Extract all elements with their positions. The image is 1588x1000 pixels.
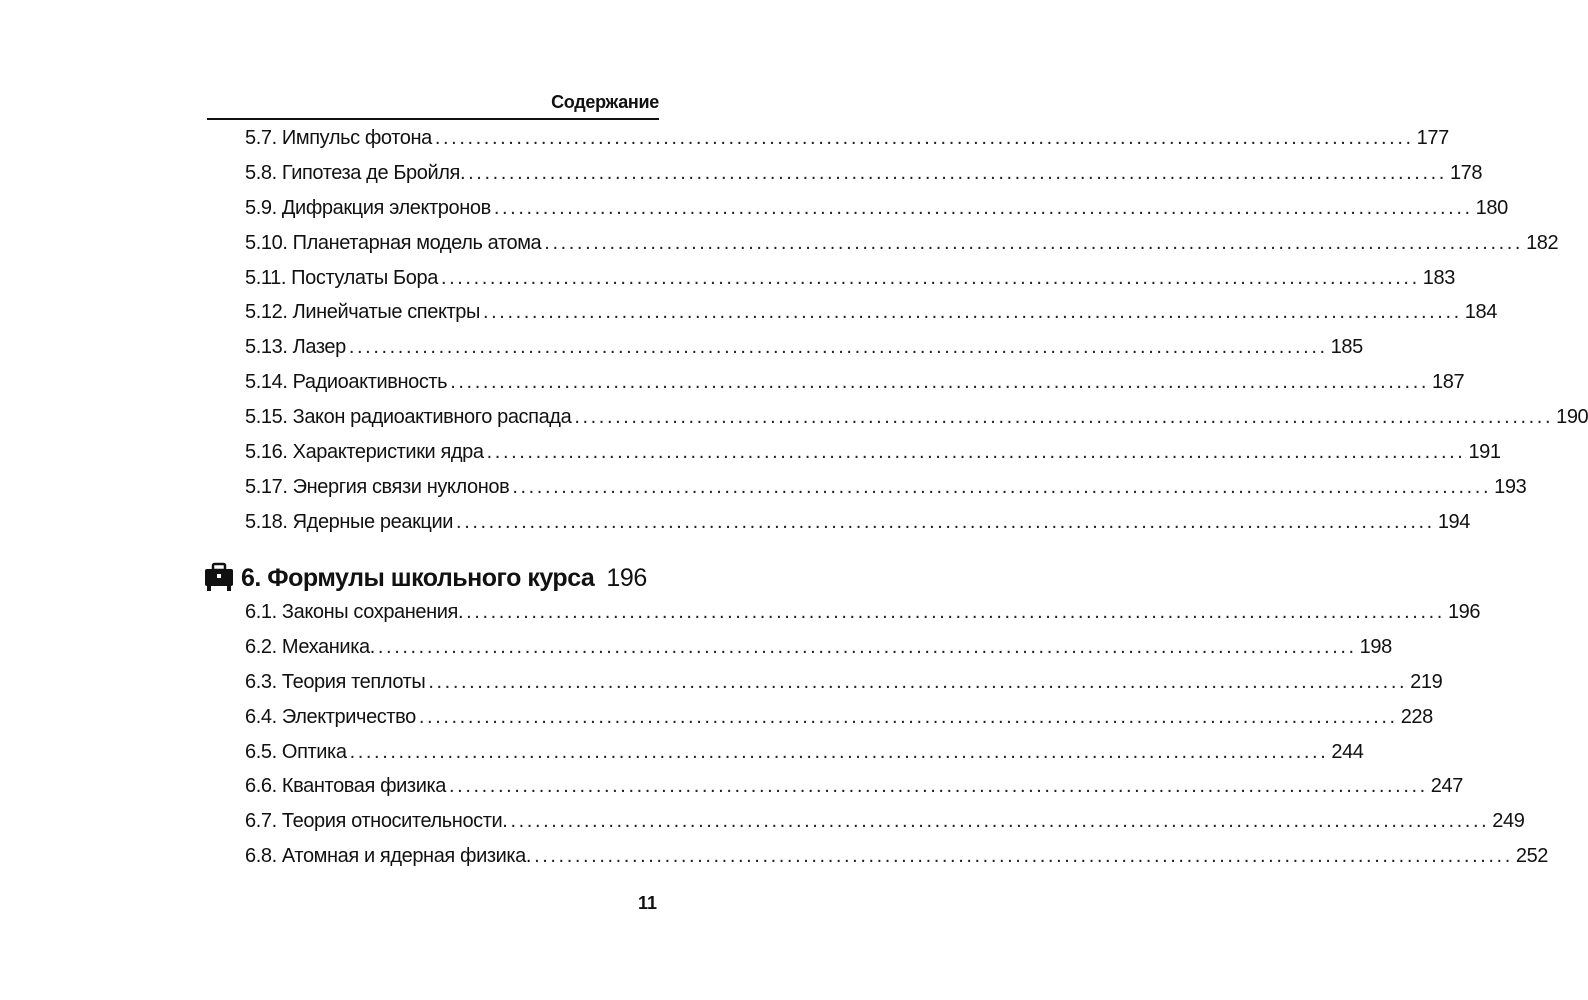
toc-entry-label: 6.4. Электричество [245,705,416,728]
toc-entry-page: 184 [1464,301,1497,324]
chapter-page: 196 [606,563,647,592]
dot-leader: ........................................................................................................................ [434,127,1414,149]
running-title: Содержание [551,92,659,112]
toc-entry-page: 177 [1416,127,1449,149]
toc-entry[interactable] [245,127,1449,162]
page-number: 11 [637,893,657,913]
toc-entry-label: 6.2. Механика. [245,635,375,658]
toc-entry-page: 196 [1447,601,1481,623]
dot-leader: ........................................................................................................................ [482,301,1462,324]
briefcase-icon [203,563,235,593]
toc-entry-label: 6.3. Теория теплоты [245,670,426,693]
toc-entry-page: 187 [1432,371,1465,394]
toc-entry-page: 249 [1492,810,1525,833]
toc-entry[interactable] [245,336,1363,371]
toc-entry-page: 198 [1359,635,1392,658]
toc-entry[interactable] [245,441,1501,476]
dot-leader: ........................................................................................................................ [486,441,1466,464]
toc-entry-label: 6.5. Оптика [245,740,347,763]
dot-leader: ........................................................................................................................ [468,161,1447,184]
dot-leader: ........................................................................................................................ [510,810,1490,833]
toc-entry[interactable] [245,740,1364,776]
dot-leader: ........................................................................................................................ [449,775,1428,798]
toc-entry[interactable] [245,231,1559,267]
header-rule [207,118,659,120]
toc-entry-page: 182 [1526,231,1559,254]
dot-leader: ........................................................................................................................ [544,231,1524,254]
toc-entry-label: 5.17. Энергия связи нуклонов [245,475,510,498]
toc-entry-page: 178 [1449,161,1483,184]
toc-entry-label: 6.1. Законы сохранения. [245,601,464,623]
toc-entry-page: 252 [1515,845,1549,868]
dot-leader: ........................................................................................................................ [450,371,1430,394]
dot-leader: ........................................................................................................................ [574,406,1554,429]
toc-entry-label: 5.11. Постулаты Бора [245,266,438,289]
dot-leader: ........................................................................................................................ [534,845,1513,868]
dot-leader: ........................................................................................................................ [349,740,1329,763]
toc-entry[interactable] [245,475,1527,511]
toc-entry-page: 180 [1475,196,1508,219]
toc-entry-page: 228 [1400,705,1433,728]
toc-entry-label: 5.16. Характеристики ядра [245,441,484,464]
dot-leader: ........................................................................................................................ [456,510,1435,533]
toc-entry-label: 6.8. Атомная и ядерная физика. [245,845,532,868]
toc-entry-page: 191 [1468,441,1501,464]
toc-entry-page: 194 [1437,510,1470,533]
chapter-title: 6. Формулы школьного курса [241,563,595,592]
toc-entry-label: 6.6. Квантовая физика [245,775,446,798]
dot-leader: ........................................................................................................................ [440,266,1420,289]
toc-entry-label: 5.18. Ядерные реакции [245,510,454,533]
toc-entry[interactable] [245,670,1443,706]
toc-entry-label: 6.7. Теория относительности. [245,810,508,833]
toc-entry-page: 193 [1494,475,1527,498]
toc-entry-page: 185 [1330,336,1363,359]
toc-entry-label: 5.14. Радиоактивность [245,371,448,394]
toc-entry[interactable] [245,810,1525,845]
toc-entry-page: 219 [1410,670,1443,693]
toc-entry-label: 5.8. Гипотеза де Бройля. [245,161,466,184]
toc-entry-label: 5.13. Лазер [245,336,346,359]
toc-entry[interactable] [245,266,1455,302]
toc-entry[interactable] [245,196,1508,232]
dot-leader: ........................................................................................................................ [493,196,1473,219]
toc-entry-page: 247 [1430,775,1463,798]
toc-entry[interactable] [245,635,1392,671]
toc-entry-page: 244 [1331,740,1364,763]
toc-entry[interactable] [245,161,1483,197]
dot-leader: ........................................................................................................................ [428,670,1408,693]
dot-leader: ........................................................................................................................ [418,705,1398,728]
toc-entry[interactable] [245,406,1588,441]
chapter-heading[interactable] [203,563,657,593]
toc-section-6 [245,601,1549,880]
dot-leader: ........................................................................................................................ [348,336,1328,359]
toc-entry-label: 5.7. Импульс фотона [245,127,432,149]
toc-entry[interactable] [245,705,1433,741]
dot-leader: ........................................................................................................................ [512,475,1492,498]
toc-entry[interactable] [245,775,1463,810]
toc-entry[interactable] [245,371,1465,406]
toc-entry-page: 183 [1422,266,1455,289]
toc-entry[interactable] [245,601,1481,636]
dot-leader: ........................................................................................................................ [377,635,1357,658]
toc-section-5 [245,127,1588,546]
toc-entry-label: 5.12. Линейчатые спектры [245,301,480,324]
toc-entry-page: 190 [1556,406,1588,429]
toc-entry-label: 5.15. Закон радиоактивного распада [245,406,572,429]
toc-entry[interactable] [245,301,1497,336]
toc-entry-label: 5.10. Планетарная модель атома [245,231,542,254]
dot-leader: ........................................................................................................................ [466,601,1445,623]
toc-entry[interactable] [245,510,1470,546]
toc-entry-label: 5.9. Дифракция электронов [245,196,491,219]
toc-entry[interactable] [245,845,1549,880]
